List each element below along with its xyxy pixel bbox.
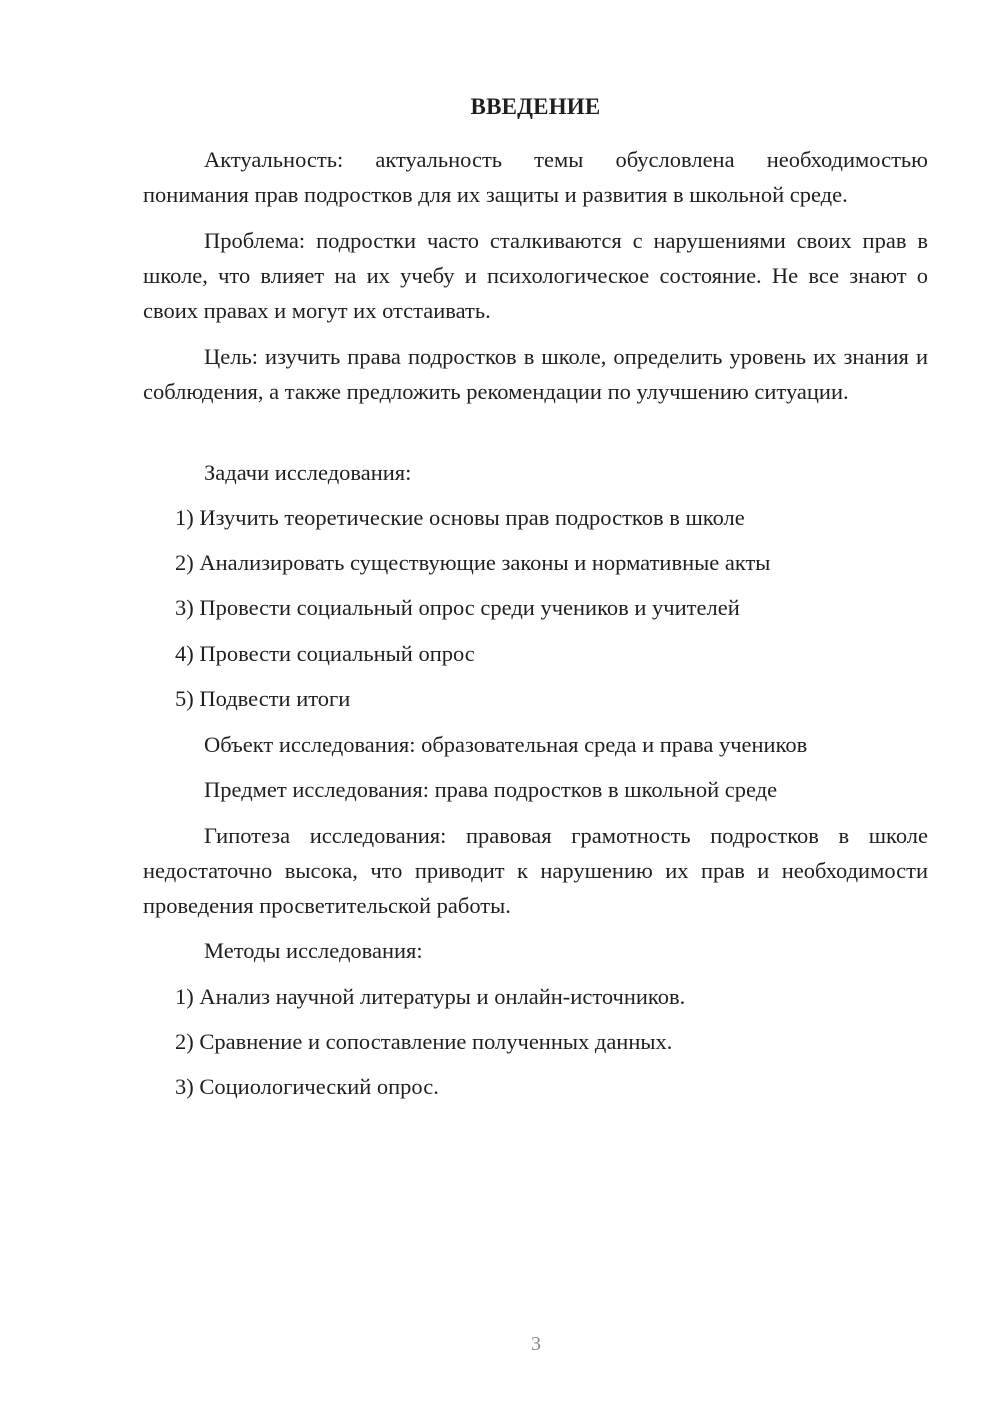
task-item: 2) Анализировать существующие законы и нормативные акты	[175, 550, 771, 575]
page-heading: ВВЕДЕНИЕ	[470, 94, 601, 119]
tasks-title: Задачи исследования:	[204, 460, 412, 485]
methods-title: Методы исследования:	[204, 938, 423, 963]
method-item: 3) Социологический опрос.	[175, 1074, 439, 1099]
task-item: 1) Изучить теоретические основы прав подростков в школе	[175, 505, 745, 530]
object-line: Объект исследования: образовательная среда и права учеников	[204, 732, 808, 757]
problem-paragraph: Проблема: подростки часто сталкиваются с нарушениями своих прав в школе, что влияет на их учебу и психологическое состояние. Не все знают о своих правах и могут их отстаивать.	[143, 228, 928, 323]
task-item: 3) Провести социальный опрос среди учеников и учителей	[175, 595, 740, 620]
page-number: 3	[531, 1333, 541, 1355]
hypothesis-paragraph: Гипотеза исследования: правовая грамотность подростков в школе недостаточно высока, что приводит к нарушению их прав и необходимости проведения просветительской работы.	[143, 823, 928, 918]
subject-line: Предмет исследования: права подростков в школьной среде	[204, 777, 778, 802]
method-item: 2) Сравнение и сопоставление полученных данных.	[175, 1029, 673, 1054]
method-item: 1) Анализ научной литературы и онлайн-источников.	[175, 984, 686, 1009]
task-item: 4) Провести социальный опрос	[175, 641, 475, 666]
relevance-paragraph: Актуальность: актуальность темы обусловлена необходимостью понимания прав подростков для их защиты и развития в школьной среде.	[143, 147, 928, 207]
task-item: 5) Подвести итоги	[175, 686, 351, 711]
goal-paragraph: Цель: изучить права подростков в школе, определить уровень их знания и соблюдения, а также предложить рекомендации по улучшению ситуации.	[143, 344, 928, 404]
